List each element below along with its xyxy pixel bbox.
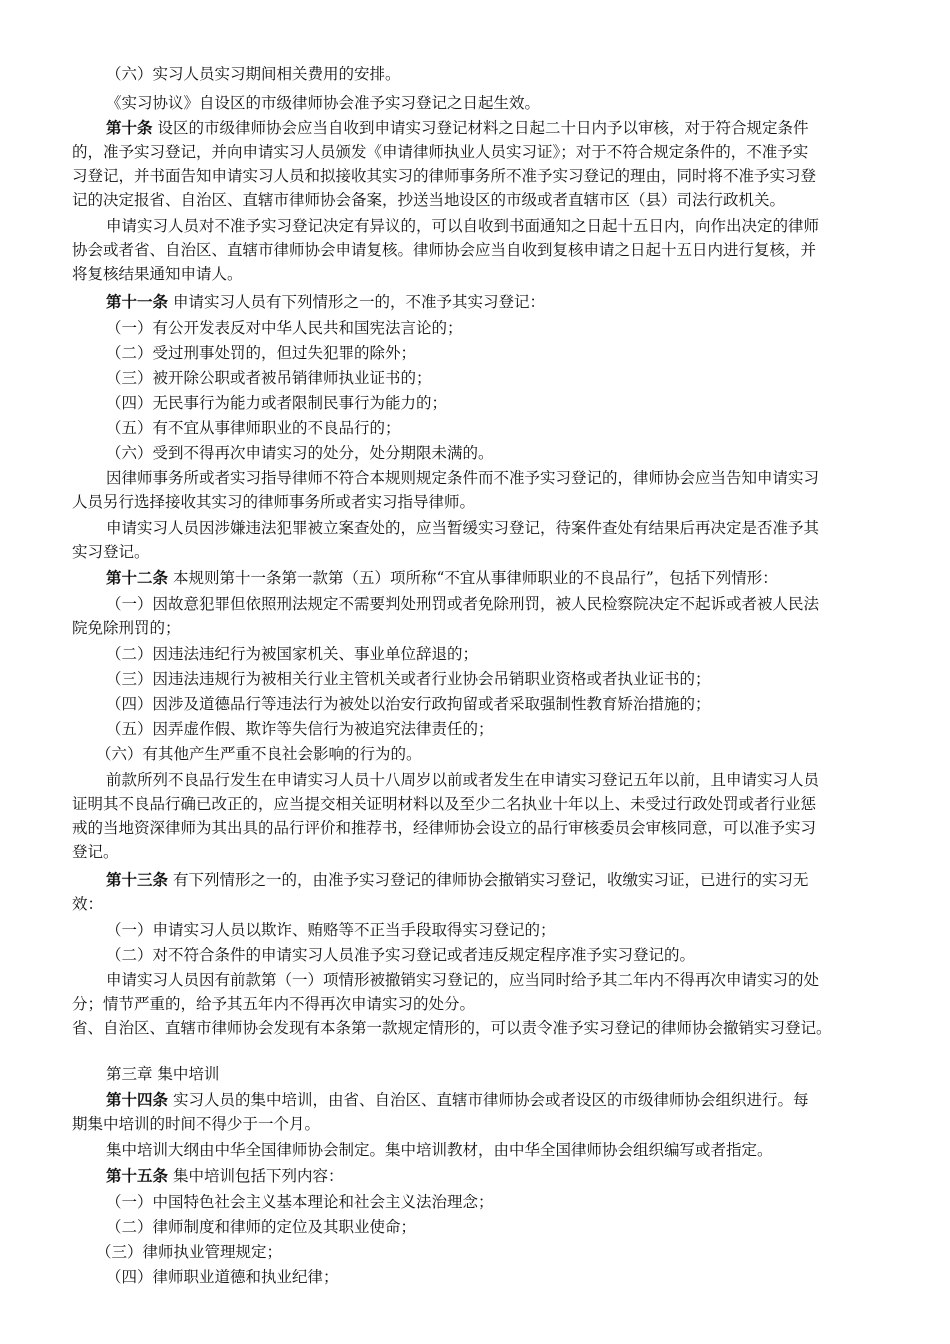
line-text: （六）受到不得再次申请实习的处分，处分期限未满的。 — [106, 444, 494, 462]
line-text: （六）实习人员实习期间相关费用的安排。 — [106, 65, 401, 83]
text-line — [106, 116, 916, 140]
text-line — [106, 1164, 916, 1188]
text-line — [106, 943, 916, 967]
line-text: （二）对不符合条件的申请实习人员准予实习登记或者违反规定程序准予实习登记的。 — [106, 946, 696, 964]
line-text: 有下列情形之一的，由准予实习登记的律师协会撤销实习登记，收缴实习证，已进行的实习无 — [168, 871, 809, 889]
line-text: 因律师事务所或者实习指导律师不符合本规则规定条件而不准予实习登记的，律师协会应当告知申请实习 — [106, 469, 820, 487]
line-text: 院免除刑罚的； — [72, 619, 181, 637]
line-text: 申请实习人员因有前款第（一）项情形被撤销实习登记的，应当同时给予其二年内不得再次申请实习的处 — [106, 971, 820, 989]
line-text: （四）律师职业道德和执业纪律； — [106, 1268, 339, 1286]
text-line — [106, 366, 916, 390]
line-text: （二）律师制度和律师的定位及其职业使命； — [106, 1218, 417, 1236]
text-line — [106, 214, 916, 238]
line-text: （四）因涉及道德品行等违法行为被处以治安行政拘留或者采取强制性教育矫治措施的； — [106, 695, 711, 713]
text-line — [72, 892, 882, 916]
text-line — [106, 566, 916, 590]
line-text: （二）因违法违纪行为被国家机关、事业单位辞退的； — [106, 645, 479, 663]
text-line — [106, 1215, 916, 1239]
line-text: 效： — [72, 895, 104, 913]
text-line — [106, 918, 916, 942]
line-text: 《实习协议》自设区的市级律师协会准予实习登记之日起生效。 — [106, 94, 541, 112]
line-text: （一）申请实习人员以欺诈、贿赂等不正当手段取得实习登记的； — [106, 921, 556, 939]
text-line — [106, 1088, 916, 1112]
text-line — [106, 1265, 916, 1289]
text-line — [72, 992, 882, 1016]
text-line — [106, 516, 916, 540]
text-line — [72, 540, 882, 564]
text-line — [106, 391, 916, 415]
line-text: 证明其不良品行确已改正的，应当提交相关证明材料以及至少二名执业十年以上、未受过行政处罚或者行业惩 — [72, 795, 817, 813]
article-heading: 第十二条 — [106, 568, 169, 587]
line-text: 分；情节严重的，给予其五年内不得再次申请实习的处分。 — [72, 995, 476, 1013]
line-text: 第三章 集中培训 — [106, 1065, 220, 1083]
text-line — [106, 768, 916, 792]
line-text: 申请实习人员有下列情形之一的，不准予其实习登记： — [168, 293, 545, 311]
line-text: 申请实习人员因涉嫌违法犯罪被立案查处的，应当暂缓实习登记，待案件查处有结果后再决定是否准予其 — [106, 519, 820, 537]
text-line — [106, 316, 916, 340]
line-text: 实习登记。 — [72, 543, 150, 561]
line-text: 习登记，并书面告知申请实习人员和拟接收其实习的律师事务所不准予实习登记的理由，同时将不准予实习登 — [72, 167, 817, 185]
line-text: 登记。 — [72, 843, 119, 861]
line-text: 期集中培训的时间不得少于一个月。 — [72, 1115, 321, 1133]
text-line — [106, 62, 916, 86]
text-line — [106, 592, 916, 616]
text-line — [106, 642, 916, 666]
article-heading: 第十条 — [106, 118, 153, 137]
text-line — [72, 238, 882, 262]
text-line — [106, 1138, 916, 1162]
text-line — [72, 1016, 882, 1040]
line-text: （二）受过刑事处罚的，但过失犯罪的除外； — [106, 344, 417, 362]
text-line — [106, 91, 916, 115]
line-text: 省、自治区、直辖市律师协会发现有本条第一款规定情形的，可以责令准予实习登记的律师协会撤销实习登记。 — [72, 1019, 832, 1037]
text-line — [72, 490, 882, 514]
line-text: （一）有公开发表反对中华人民共和国宪法言论的； — [106, 319, 463, 337]
line-text: 的，准予实习登记，并向申请实习人员颁发《申请律师执业人员实习证》；对于不符合规定条件的，不准予实 — [72, 143, 809, 161]
line-text: 记的决定报省、自治区、直辖市律师协会备案，抄送当地设区的市级或者直辖市区（县）司法行政机关。 — [72, 191, 786, 209]
article-heading: 第十五条 — [106, 1166, 169, 1185]
text-line — [106, 868, 916, 892]
line-text: （三）被开除公职或者被吊销律师执业证书的； — [106, 369, 432, 387]
line-text: （四）无民事行为能力或者限制民事行为能力的； — [106, 394, 448, 412]
line-text: 实习人员的集中培训，由省、自治区、直辖市律师协会或者设区的市级律师协会组织进行。每 — [168, 1091, 809, 1109]
text-line — [72, 840, 882, 864]
line-text: （三）因违法违规行为被相关行业主管机关或者行业协会吊销职业资格或者执业证书的； — [106, 670, 711, 688]
text-line — [106, 1062, 916, 1086]
line-text: 集中培训大纲由中华全国律师协会制定。集中培训教材，由中华全国律师协会组织编写或者指定。 — [106, 1141, 773, 1159]
article-heading: 第十三条 — [106, 870, 169, 889]
text-line — [72, 164, 882, 188]
line-text: 人员另行选择接收其实习的律师事务所或者实习指导律师。 — [72, 493, 476, 511]
text-line — [72, 1112, 882, 1136]
text-line — [72, 816, 882, 840]
text-line — [72, 140, 882, 164]
text-line — [106, 466, 916, 490]
line-text: 将复核结果通知申请人。 — [72, 265, 243, 283]
text-line — [72, 262, 882, 286]
text-line — [106, 717, 916, 741]
line-text: 申请实习人员对不准予实习登记决定有异议的，可以自收到书面通知之日起十五日内，向作出决定的律师 — [106, 217, 820, 235]
line-text: （五）有不宜从事律师职业的不良品行的； — [106, 419, 401, 437]
article-heading: 第十四条 — [106, 1090, 169, 1109]
line-text: 集中培训包括下列内容： — [168, 1167, 344, 1185]
line-text: （三）律师执业管理规定； — [96, 1243, 283, 1261]
text-line — [106, 667, 916, 691]
line-text: （六）有其他产生严重不良社会影响的行为的。 — [96, 745, 422, 763]
line-text: 本规则第十一条第一款第（五）项所称“不宜从事律师职业的不良品行”，包括下列情形： — [168, 569, 778, 587]
text-line — [72, 792, 882, 816]
article-heading: 第十一条 — [106, 292, 169, 311]
line-text: 设区的市级律师协会应当自收到申请实习登记材料之日起二十日内予以审核，对于符合规定条件 — [152, 119, 809, 137]
line-text: 戒的当地资深律师为其出具的品行评价和推荐书，经律师协会设立的品行审核委员会审核同意，可以准予实习 — [72, 819, 817, 837]
text-line — [96, 742, 906, 766]
line-text: （五）因弄虚作假、欺诈等失信行为被追究法律责任的； — [106, 720, 494, 738]
text-line — [96, 1240, 906, 1264]
line-text: 协会或者省、自治区、直辖市律师协会申请复核。律师协会应当自收到复核申请之日起十五日内进行复核，并 — [72, 241, 817, 259]
line-text: 前款所列不良品行发生在申请实习人员十八周岁以前或者发生在申请实习登记五年以前，且申请实习人员 — [106, 771, 820, 789]
text-line — [106, 692, 916, 716]
text-line — [106, 341, 916, 365]
line-text: （一）因故意犯罪但依照刑法规定不需要判处刑罚或者免除刑罚，被人民检察院决定不起诉或者被人民法 — [106, 595, 820, 613]
text-line — [106, 290, 916, 314]
text-line — [106, 968, 916, 992]
text-line — [106, 416, 916, 440]
text-line — [72, 616, 882, 640]
text-line — [72, 188, 882, 212]
line-text: （一）中国特色社会主义基本理论和社会主义法治理念； — [106, 1193, 494, 1211]
text-line — [106, 441, 916, 465]
text-line — [106, 1190, 916, 1214]
